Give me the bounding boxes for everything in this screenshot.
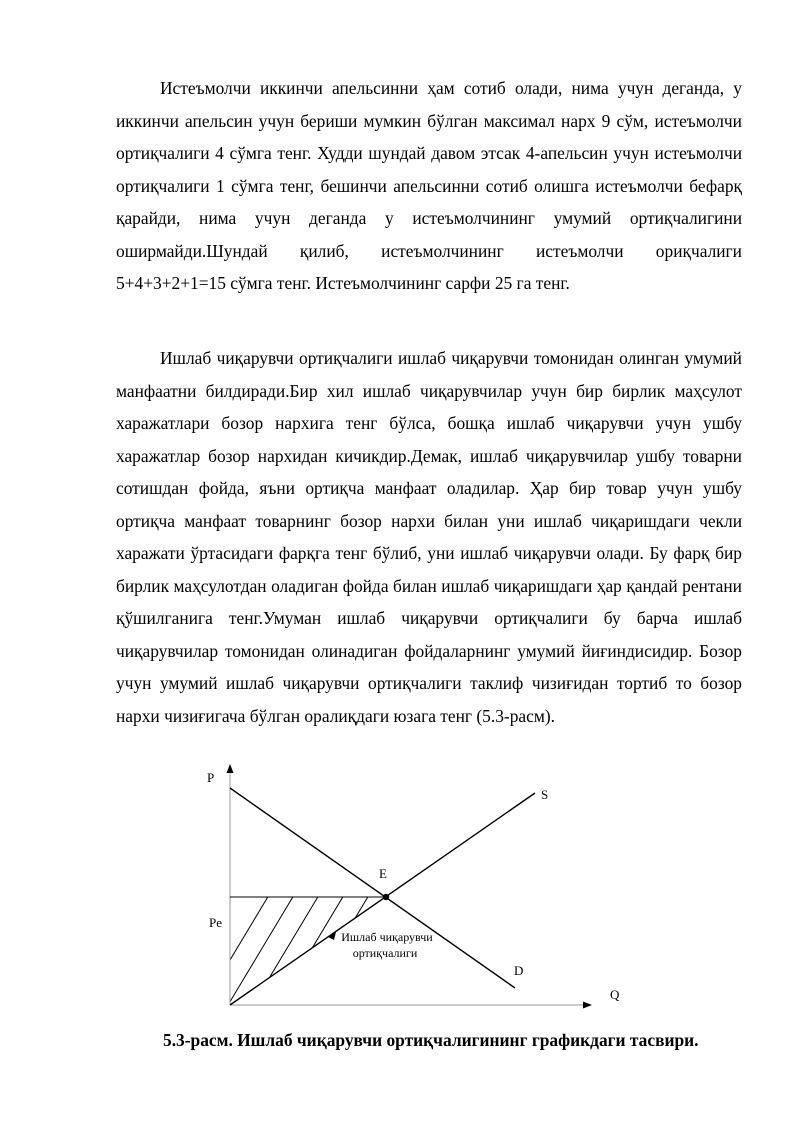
- surplus-label-line2: ортиқчалиги: [352, 946, 418, 960]
- p-axis-label: P: [207, 770, 215, 785]
- equilibrium-label: E: [379, 866, 387, 881]
- equilibrium-point: [383, 894, 389, 900]
- q-axis-arrow: [583, 1002, 592, 1009]
- figure-caption: 5.3-расм. Ишлаб чиқарувчи ортиқчалигининг графикдаги тасвири.: [163, 1030, 699, 1050]
- producer-surplus-figure: [180, 760, 640, 1020]
- demand-label: D: [514, 963, 524, 978]
- paragraph-producer-surplus: Ишлаб чиқарувчи ортиқчалиги ишлаб чиқарувчи томонидан олинган умумий манфаатни билдиради.Бир хил ишлаб чиқарувчилар учун бир бирлик маҳсулот харажатлари бозор нархига тенг бўлса, бошқа ишлаб чиқарувчи учун ушбу харажатлар бозор нархидан кичикдир.Демак, ишлаб чиқарувчилар ушбу товарни сотишдан фойда, яъни ортиқча манфаат оладилар. Ҳар бир товар учун ушбу ортиқча манфаат товарнинг бозор нархи билан уни ишлаб чиқаришдаги чекли харажати ўртасидаги фарқга тенг бўлиб, уни ишлаб чиқарувчи олади. Бу фарқ бир бирлик маҳсулотдан оладиган фойда билан ишлаб чиқаришдаги ҳар қандай рентани қўшилганига тенг.Умуман ишлаб чиқарувчи ортиқчалиги бу барча ишлаб чиқарувчилар томонидан олинадиган фойдаларнинг умумий йиғиндисидир. Бозор учун умумий ишлаб чиқарувчи ортиқчалиги таклиф чизиғидан тортиб то бозор нархи чизиғигача бўлган оралиқдаги юзага тенг (5.3-расм).: [116, 348, 742, 726]
- paragraph-consumer-surplus: Истеъмолчи иккинчи апельсинни ҳам сотиб олади, нима учун деганда, у иккинчи апельсин учун бериши мумкин бўлган максимал нарх 9 сўм, истеъмолчи ортиқчалиги 4 сўмга тенг. Худди шундай давом этсак 4-апельсин учун истеъмолчи ортиқчалиги 1 сўмга тенг, бешинчи апельсинни сотиб олишга истеъмолчи бефарқ қарайди, нима учун деганда у истеъмолчининг умумий ортиқчалигини оширмайди.Шундай қилиб, истеъмолчининг истеъмолчи ориқчалиги 5+4+3+2+1=15 сўмга тенг. Истеъмолчининг сарфи 25 га тенг.: [116, 78, 742, 293]
- q-axis-label: Q: [610, 987, 620, 1002]
- p-axis-arrow: [227, 764, 234, 773]
- supply-curve: [230, 793, 535, 1005]
- supply-label: S: [541, 787, 549, 802]
- pe-label: Pe: [209, 915, 222, 930]
- surplus-label-line1: Ишлаб чиқарувчи: [341, 930, 433, 944]
- supply-demand-diagram: [180, 760, 640, 1020]
